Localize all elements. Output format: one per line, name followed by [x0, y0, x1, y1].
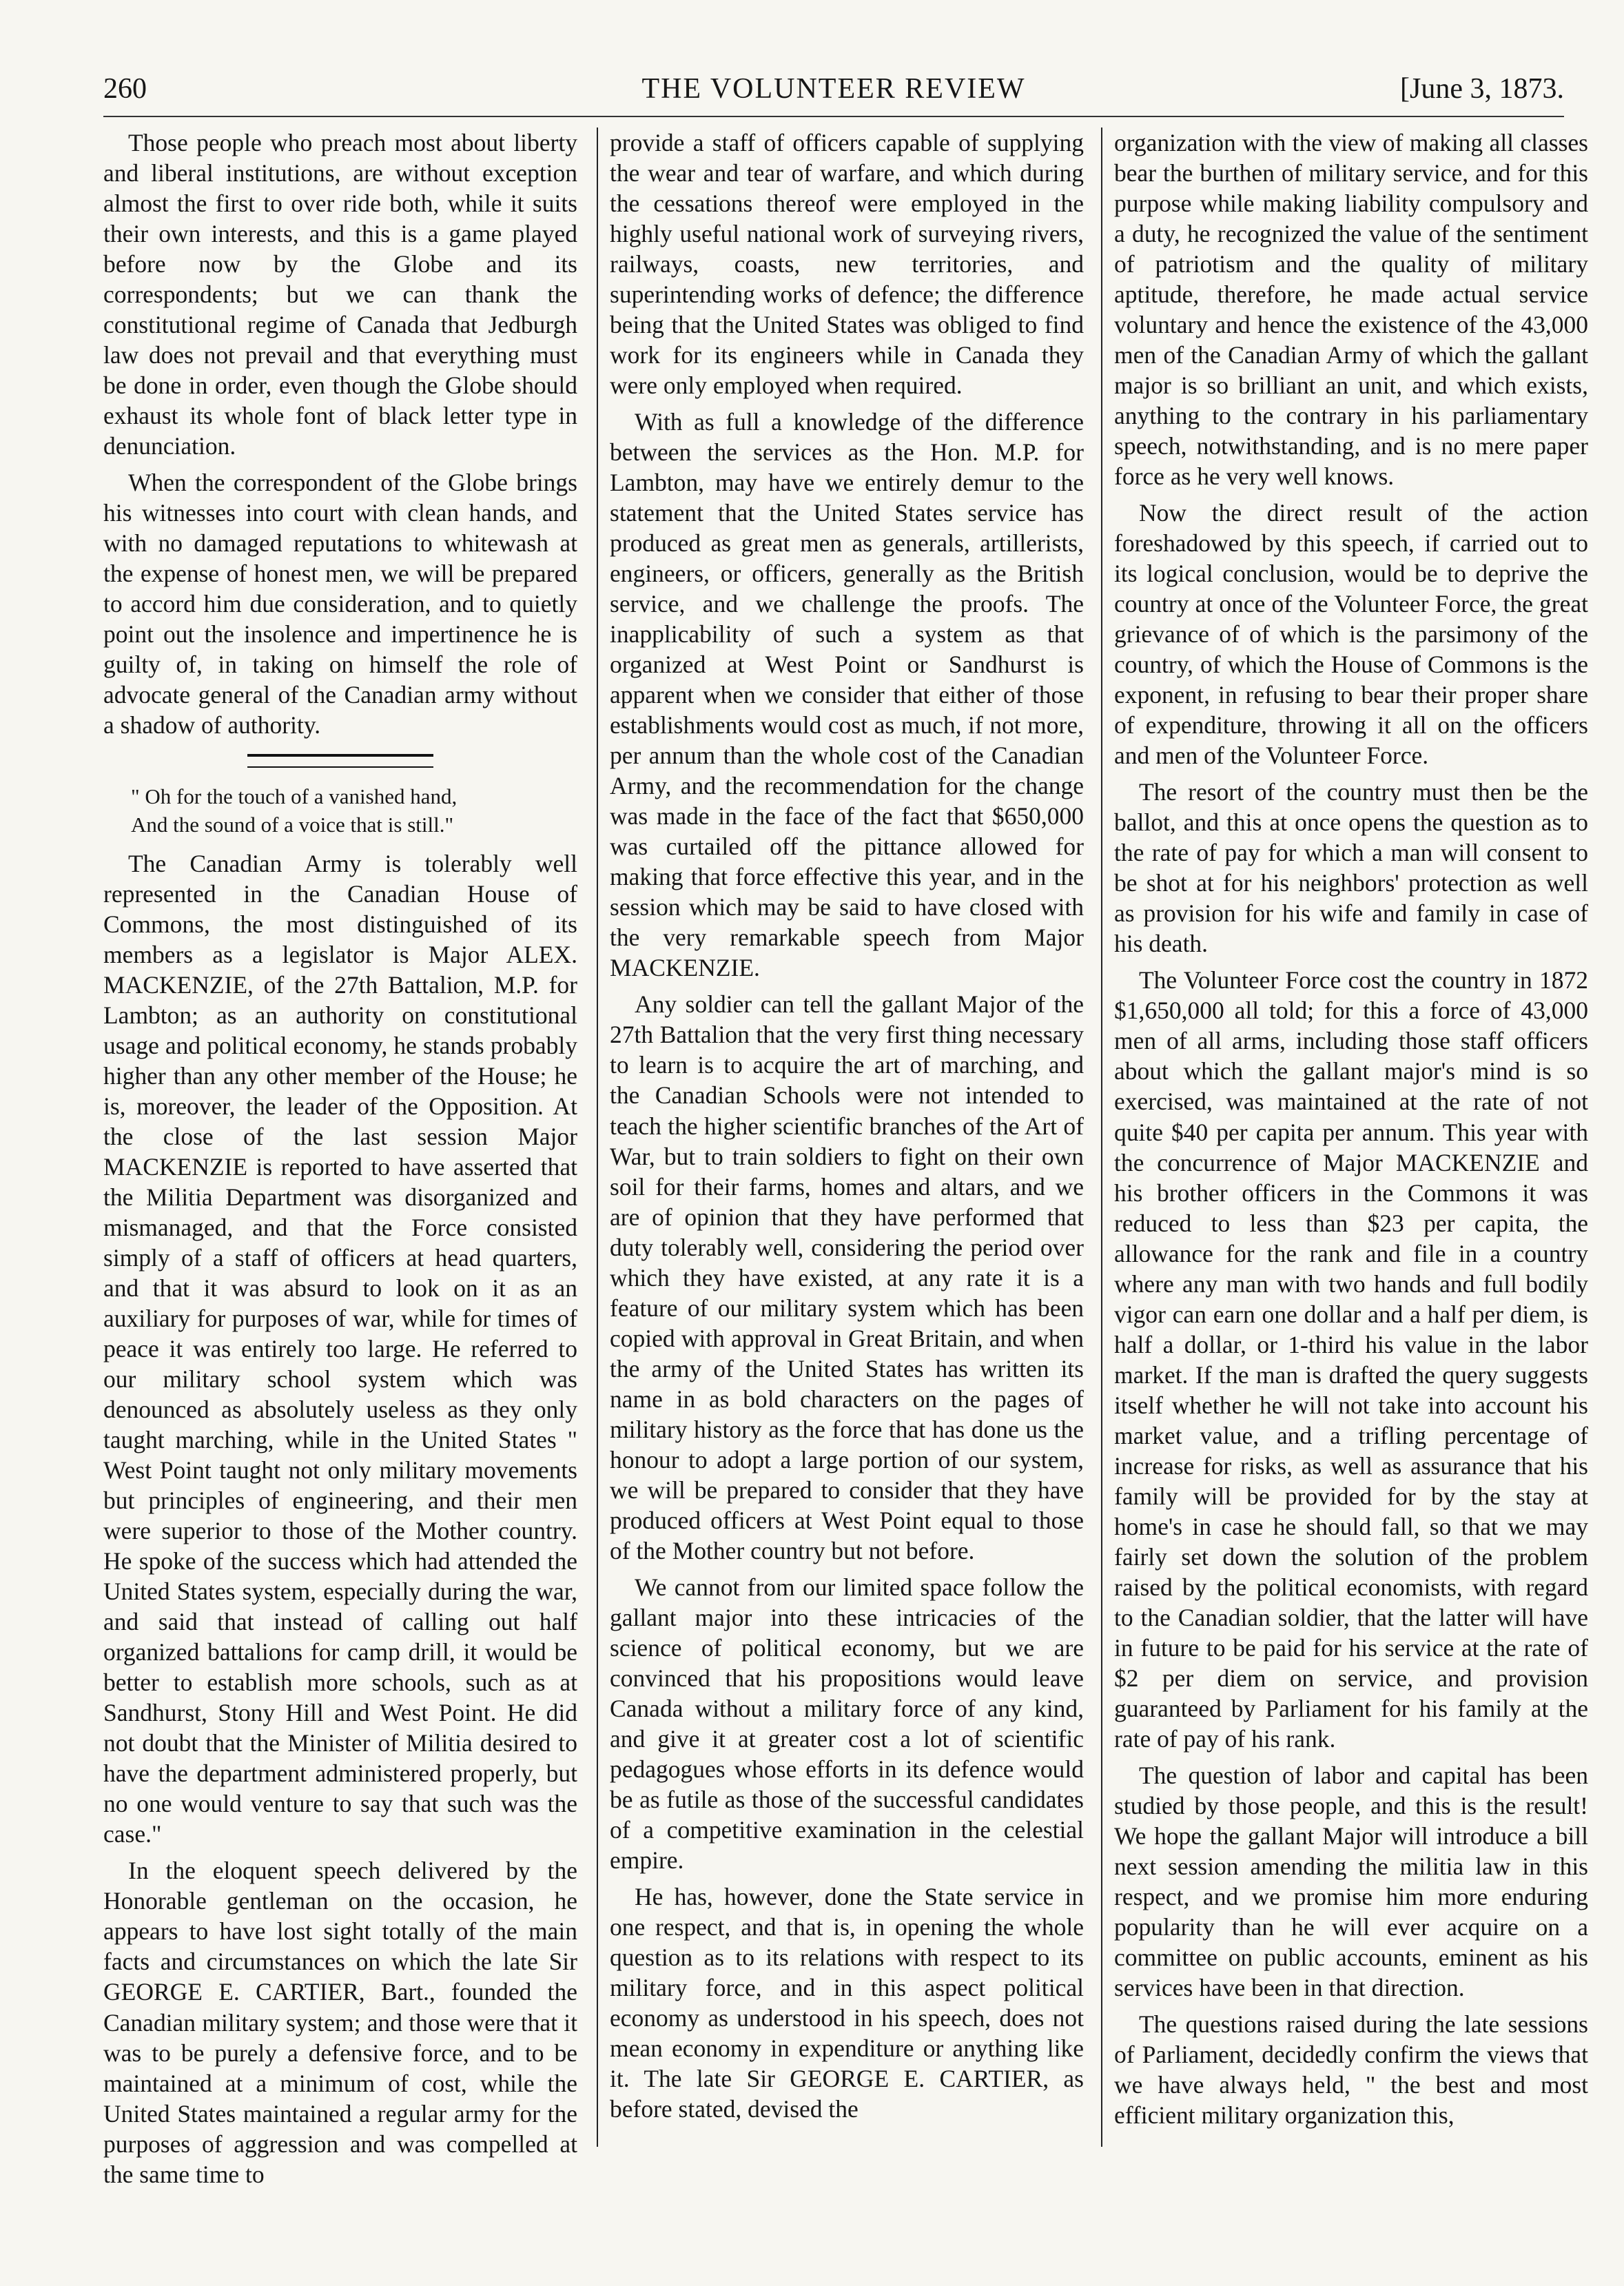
section-separator: [247, 754, 433, 768]
paragraph: organization with the view of making all classes bear the burthen of military service, and for this purpose while making liability compulsory and a duty, he recognized the value of the sentiment of patriotism and the quality of military aptitude, therefore, he made actual service voluntary and hence the existence of the 43,000 men of the Canadian Army of which the gallant major is so brilliant an unit, and which exists, anything to the contrary in his parliamentary speech, notwithstanding, and is no mere paper force as he very well knows.: [1114, 129, 1588, 491]
paragraph: Now the direct result of the action foreshadowed by this speech, if carried out to its logical conclusion, would be to deprive the country at once of the Volunteer Force, the great grievance of of which is the parsimony of the country, of which the House of Commons is the exponent, in refusing to bear their proper share of expenditure, throwing it all on the officers and men of the Volunteer Force.: [1114, 499, 1588, 770]
column-2: [610, 127, 1084, 2216]
column-rule: [597, 127, 598, 2147]
paragraph: The Volunteer Force cost the country in 1872 $1,650,000 all told; for this a force of 43,000 men of all arms, including those staff officers about which the gallant major's mind is so exercised, was maintained at the rate of not quite $40 per capita per annum. This year with the concurrence of Major MACKENZIE and his brother officers in the Commons it was reduced to less than $23 per capita, the allowance for the rank and file in a country where any man with two hands and full bodily vigor can earn one dollar and a half per diem, is half a dollar, or 1-third his value in the labor market. If the man is drafted the query suggests itself whether he will not take into account his market value, and a trifling percentage of increase for risks, as well as assurance that his family will be provided for by the stay at home's in case he should fall, so that we may fairly set down the solution of the problem raised by the political economists, with regard to the Canadian soldier, that the latter will have in future to be paid for his service at the rate of $2 per diem on service, and provision guaranteed by Parliament for his family at the rate of pay of his rank.: [1114, 966, 1588, 1753]
paragraph: The question of labor and capital has been studied by those people, and this is the result! We hope the gallant Major will introduce a bill next session amending the militia law in this respect, and we promise him more enduring popularity than he will ever acquire on a committee on public accounts, eminent as his services have been in that direction.: [1114, 1761, 1588, 2001]
paragraph: The Canadian Army is tolerably well represented in the Canadian House of Commons, the most distinguished of its members as a legislator is Major ALEX. MACKENZIE, of the 27th Battalion, M.P. for Lambton; as an authority on constitutional usage and political economy, he stands probably higher than any other member of the House; he is, moreover, the leader of the Opposition. At the close of the last session Major MACKENZIE is reported to have asserted that the Militia Department was disorganized and mismanaged, and that the Force consisted simply of a staff of officers at head quarters, and that it was absurd to look on it as an auxiliary for purposes of war, while for times of peace it was entirely too large. He referred to our military school system which was denounced as absolutely useless as they only taught marching, while in the United States " West Point taught not only military movements but principles of engineering, and their men were superior to those of the Mother country. He spoke of the success which had attended the United States system, especially during the war, and said that instead of calling out half organized battalions for camp drill, it would be better to establish more schools, such as at Sandhurst, Stony Hill and West Point. He did not doubt that the Minister of Militia desired to have the department administered properly, but no one would venture to say that such was the case.": [103, 849, 577, 1848]
column-rule: [1101, 127, 1102, 2147]
paragraph: In the eloquent speech delivered by the Honorable gentleman on the occasion, he appears to have lost sight totally of the main facts and circumstances on which the late Sir GEORGE E. CARTIER, Bart., founded the Canadian military system; and those were that it was to be purely a defensive force, and to be maintained at a minimum of cost, while the United States maintained a regular army for the purposes of aggression and was compelled at the same time to: [103, 1857, 577, 2188]
publication-title: THE VOLUNTEER REVIEW: [641, 73, 1026, 105]
issue-date: [June 3, 1873.: [1400, 73, 1564, 105]
epigraph-line: " Oh for the touch of a vanished hand,: [131, 784, 458, 809]
paragraph: Any soldier can tell the gallant Major of the 27th Battalion that the very first thing necessary to learn is to acquire the art of marching, and the Canadian Schools were not intended to teach the higher scientific branches of the Art of War, but to train soldiers to fight on their own soil for their farms, homes and altars, and we are of opinion that they have performed that duty tolerably well, considering the period over which they have existed, at any rate it is a feature of our military system which has been copied with approval in Great Britain, and when the army of the United States has written its name in as bold characters on the pages of military history as the force that has done us the honour to adopt a large portion of our system, we will be prepared to consider that they have produced officers at West Point equal to those of the Mother country but not before.: [610, 990, 1084, 1564]
paragraph: With as full a knowledge of the difference between the services as the Hon. M.P. for Lambton, may have we entirely demur to the statement that the United States service has produced as great men as generals, artillerists, engineers, or officers, generally as the British service, and we challenge the proofs. The inapplicability of such a system as that organized at West Point or Sandhurst is apparent when we consider that either of those establishments would cost as much, if not more, per annum than the whole cost of the Canadian Army, and the recommendation for the change was made in the face of the fact that $650,000 was curtailed off the pittance allowed for making that force effective this year, and in the session which may be said to have closed with the very remarkable speech from Major MACKENZIE.: [610, 408, 1084, 982]
paragraph: provide a staff of officers capable of supplying the wear and tear of warfare, and which during the cessations thereof were employed in the highly useful national work of surveying rivers, railways, coasts, new territories, and superintending works of defence; the difference being that the United States was obliged to find work for its engineers while in Canada they were only employed when required.: [610, 129, 1084, 400]
paragraph: We cannot from our limited space follow the gallant major into these intricacies of the science of political economy, but we are convinced that his propositions would leave Canada without a military force of any kind, and give it at greater cost a lot of scientific pedagogues whose efforts in its defence would be as futile as those of the successful candidates of a competitive examination in the celestial empire.: [610, 1573, 1084, 1874]
header-rule: [103, 116, 1564, 117]
epigraph-line: And the sound of a voice that is still.": [131, 812, 454, 837]
paragraph: The questions raised during the late sessions of Parliament, decidedly confirm the views that we have always held, " the best and most efficient military organization this,: [1114, 2010, 1588, 2129]
page-header: [103, 65, 1564, 114]
paragraph: He has, however, done the State service in one respect, and that is, in opening the whole question as to its relations with respect to its military force, and in this aspect political economy as understood in his speech, does not mean economy in expenditure or anything like it. The late Sir GEORGE E. CARTIER, as before stated, devised the: [610, 1882, 1084, 2123]
page-number: 260: [103, 73, 147, 105]
paragraph: When the correspondent of the Globe brings his witnesses into court with clean hands, and with no damaged reputations to whitewash at the expense of honest men, we will be prepared to accord him due consideration, and to quietly point out the insolence and impertinence he is guilty of, in taking on himself the role of advocate general of the Canadian army without a shadow of authority.: [103, 469, 577, 739]
epigraph: [131, 783, 577, 839]
paragraph: The resort of the country must then be the ballot, and this at once opens the question as to the rate of pay for which a man will consent to be shot at for his neighbors' protection as well as provision for his wife and family in case of his death.: [1114, 778, 1588, 958]
column-3: [1114, 127, 1588, 2216]
paragraph: Those people who preach most about liberty and liberal institutions, are without exception almost the first to over ride both, while it suits their own interests, and this is a game played before now by the Globe and its correspondents; but we can thank the constitutional regime of Canada that Jedburgh law does not prevail and that everything must be done in order, even though the Globe should exhaust its whole font of black letter type in denunciation.: [103, 129, 577, 460]
column-1: [103, 127, 577, 2216]
